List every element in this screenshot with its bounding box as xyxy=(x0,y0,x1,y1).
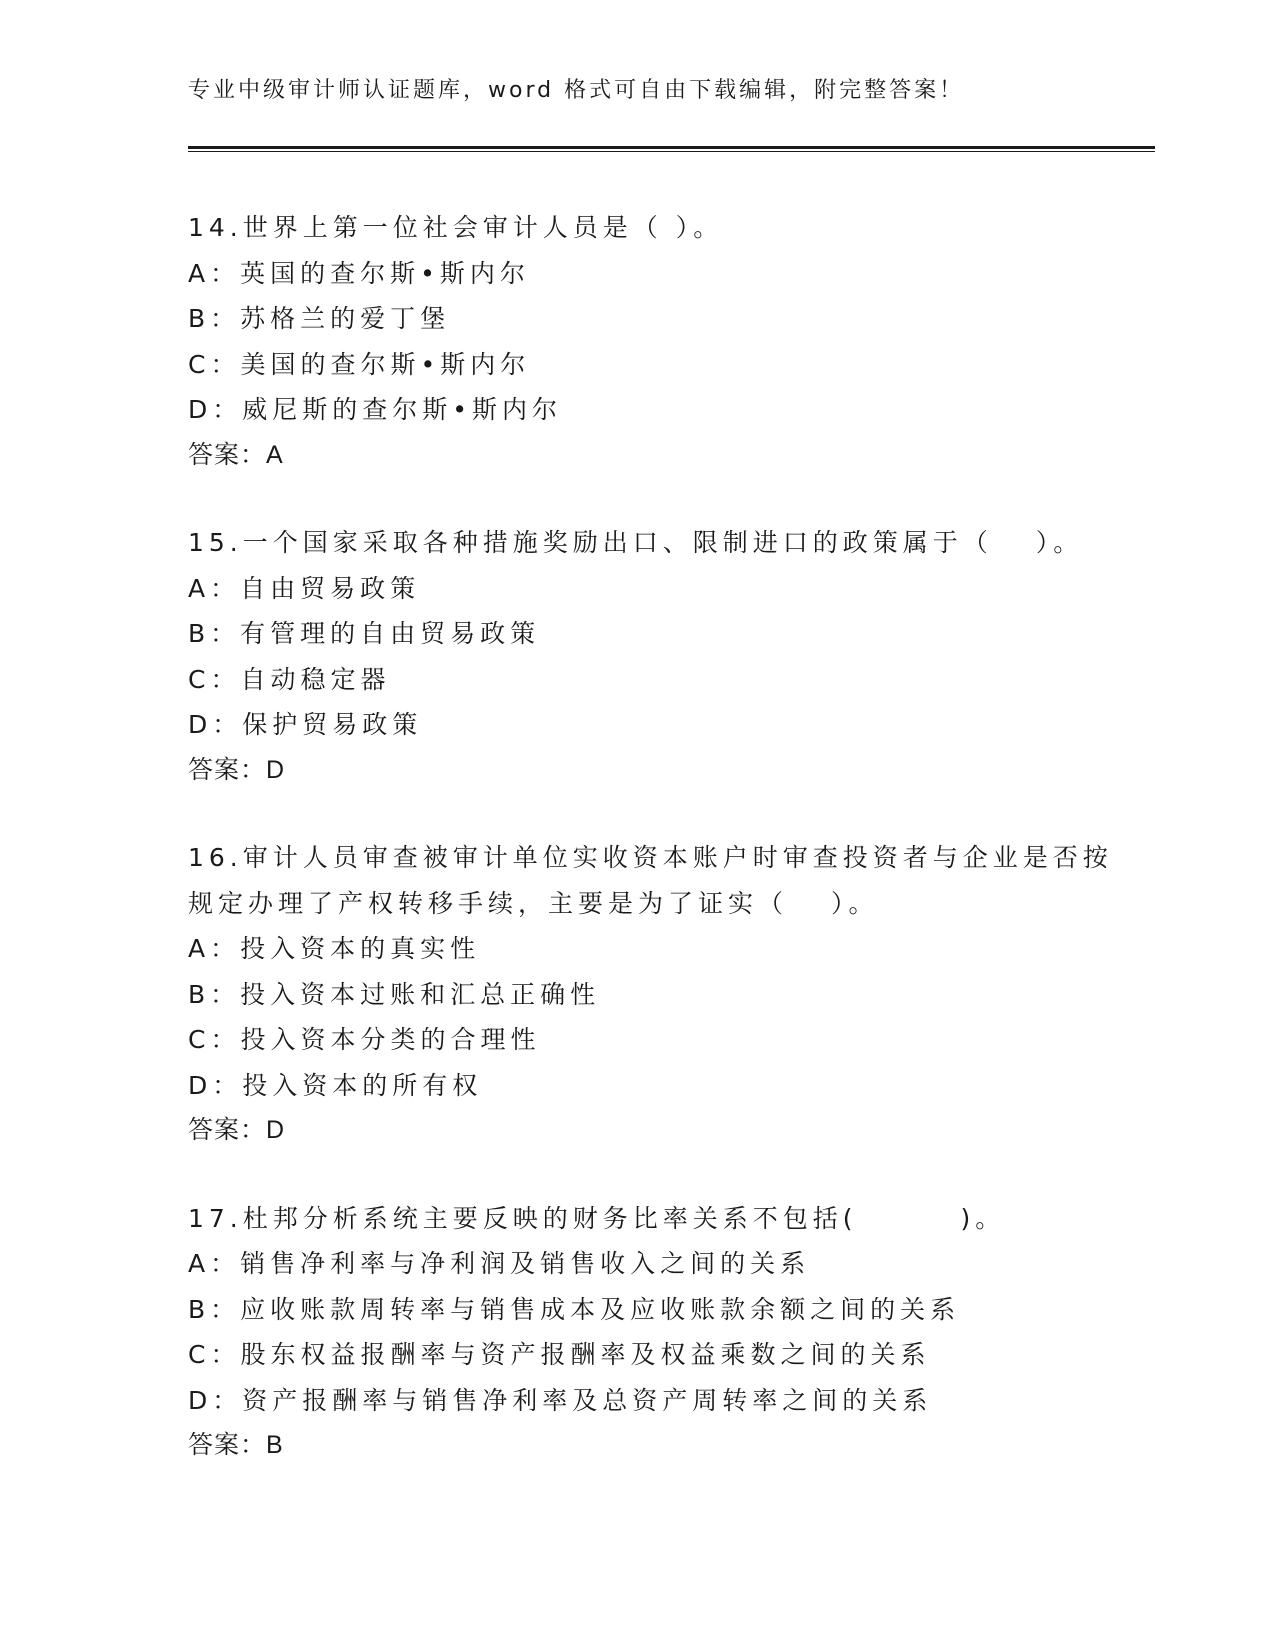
option-a: A：自由贸易政策 xyxy=(188,573,421,603)
answer-label: 答案： xyxy=(188,440,267,469)
answer-value: B xyxy=(266,1431,284,1459)
question-14 xyxy=(188,205,1118,478)
answer-label: 答案： xyxy=(188,1431,267,1459)
header-divider xyxy=(188,146,1155,152)
option-a: A：英国的查尔斯•斯内尔 xyxy=(188,258,530,288)
option-d: D：威尼斯的查尔斯•斯内尔 xyxy=(188,395,562,424)
option-c: C：美国的查尔斯•斯内尔 xyxy=(188,349,531,379)
answer-label: 答案： xyxy=(188,755,267,784)
answer-line xyxy=(188,1423,1118,1469)
option-b: B：有管理的自由贸易政策 xyxy=(188,619,541,648)
option-b: B：应收账款周转率与销售成本及应收账款余额之间的关系 xyxy=(188,1294,961,1324)
question-list xyxy=(188,205,1118,1511)
answer-value: D xyxy=(266,755,286,784)
option-b: B：苏格兰的爱丁堡 xyxy=(188,304,451,333)
answer-value: A xyxy=(266,440,284,469)
option-c: C：投入资本分类的合理性 xyxy=(188,1025,541,1054)
option-c: C：股东权益报酬率与资产报酬率及权益乘数之间的关系 xyxy=(188,1340,931,1369)
page-header: 专业中级审计师认证题库，word 格式可自由下载编辑，附完整答案！ xyxy=(188,78,965,103)
question-stem: 15.一个国家采取各种措施奖励出口、限制进口的政策属于（ ）。 xyxy=(188,528,1084,557)
answer-line xyxy=(188,433,1118,479)
option-a: A：销售净利率与净利润及销售收入之间的关系 xyxy=(188,1249,811,1278)
question-stem-line-1: 16.审计人员审查被审计单位实收资本账户时审查投资者与企业是否按 xyxy=(188,843,1113,872)
option-b: B：投入资本过账和汇总正确性 xyxy=(188,979,601,1009)
question-15 xyxy=(188,520,1118,793)
option-c: C：自动稳定器 xyxy=(188,664,391,694)
answer-line xyxy=(188,1108,1118,1154)
answer-label: 答案： xyxy=(188,1116,267,1144)
option-d: D：保护贸易政策 xyxy=(188,710,423,739)
question-stem: 17.杜邦分析系统主要反映的财务比率关系不包括( )。 xyxy=(188,1203,1006,1233)
option-a: A：投入资本的真实性 xyxy=(188,934,481,963)
answer-line xyxy=(188,748,1118,794)
question-16 xyxy=(188,835,1118,1154)
question-17 xyxy=(188,1196,1118,1469)
question-stem-line-2: 规定办理了产权转移手续，主要是为了证实（ ）。 xyxy=(188,888,879,918)
option-d: D：资产报酬率与销售净利率及总资产周转率之间的关系 xyxy=(188,1385,933,1415)
answer-value: D xyxy=(266,1116,286,1144)
option-d: D：投入资本的所有权 xyxy=(188,1070,483,1100)
question-stem: 14.世界上第一位社会审计人员是（ ）。 xyxy=(188,213,724,242)
